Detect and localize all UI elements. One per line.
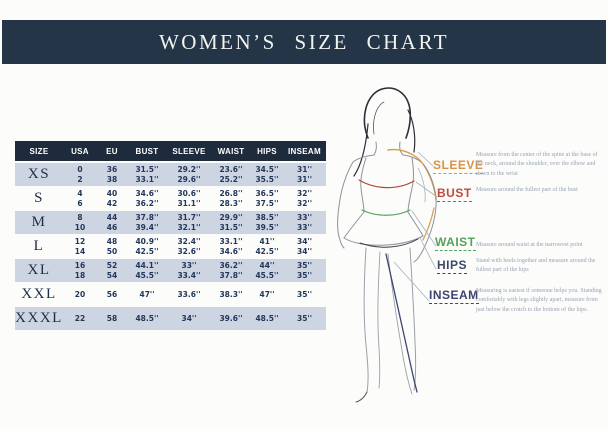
table-cell-inseam: 35'' 35'' <box>296 261 313 280</box>
table-cell-hips: 38.5'' 39.5'' <box>255 213 279 232</box>
table-cell-bust: 34.6'' 36.2'' <box>135 189 159 208</box>
table-cell-waist: 29.9'' 31.5'' <box>219 213 243 232</box>
table-cell-sleeve: 30.6'' 31.1'' <box>177 189 201 208</box>
bust-measure-line <box>359 180 414 188</box>
table-cell-usa: 22 <box>74 313 86 323</box>
size-label: M <box>31 214 47 231</box>
table-cell-eu: 58 <box>106 313 118 323</box>
column-header-sleeve: SLEEVE <box>172 146 206 156</box>
table-cell-usa: 8 10 <box>74 213 86 232</box>
size-label: S <box>34 190 44 207</box>
table-cell-bust: 48.5'' <box>135 313 159 323</box>
page-title: WOMEN’S SIZE CHART <box>158 29 450 54</box>
table-cell-sleeve: 34'' <box>181 313 197 323</box>
waist-measure-line <box>362 210 410 215</box>
title-banner <box>2 20 606 64</box>
table-cell-hips: 34.5'' 35.5'' <box>255 165 279 184</box>
table-cell-usa: 12 14 <box>74 237 86 256</box>
table-cell-usa: 16 18 <box>74 261 86 280</box>
hair-inner-detail <box>373 102 384 134</box>
table-cell-waist: 26.8'' 28.3'' <box>219 189 243 208</box>
table-cell-eu: 44 46 <box>106 213 118 232</box>
table-row <box>15 259 326 282</box>
table-row <box>15 283 326 306</box>
hips-description: Stand with heels together and measure around the fullest part of the hips <box>476 258 596 274</box>
table-cell-inseam: 33'' 33'' <box>296 213 313 232</box>
size-label: XXL <box>21 286 57 303</box>
skirt-left <box>344 212 364 238</box>
table-cell-hips: 41'' 42.5'' <box>255 237 279 256</box>
torso-right-side <box>408 158 414 212</box>
inseam-label: INSEAM <box>429 289 479 304</box>
left-leg-outer <box>364 248 368 392</box>
skirt-hem-shadow <box>360 239 418 247</box>
table-cell-eu: 40 42 <box>106 189 118 208</box>
bust-label: BUST <box>437 187 472 202</box>
inseam-measure-line <box>386 254 417 392</box>
column-header-bust: BUST <box>135 146 159 156</box>
table-row <box>15 211 326 234</box>
size-chart-table <box>15 141 326 331</box>
table-cell-hips: 36.5'' 37.5'' <box>255 189 279 208</box>
neck-left <box>374 142 376 155</box>
table-body <box>15 163 326 330</box>
size-label: XS <box>27 166 51 183</box>
bust-description: Measure around the fullest part of the bust <box>476 187 578 193</box>
size-label: XL <box>27 262 51 279</box>
left-leg-inner <box>378 252 380 388</box>
table-cell-sleeve: 33.6'' <box>177 289 201 299</box>
table-cell-bust: 40.9'' 42.5'' <box>135 237 159 256</box>
torso-left-side <box>361 158 366 212</box>
shoulder-left <box>353 155 374 162</box>
sleeve-label: SLEEVE <box>433 159 483 174</box>
column-header-usa: USA <box>71 146 89 156</box>
column-header-eu: EU <box>106 146 118 156</box>
table-cell-eu: 56 <box>106 289 118 299</box>
table-cell-inseam: 32'' 32'' <box>296 189 313 208</box>
table-cell-sleeve: 32.4'' 32.6'' <box>177 237 201 256</box>
table-cell-waist: 33.1'' 34.6'' <box>219 237 243 256</box>
column-header-inseam: INSEAM <box>288 146 321 156</box>
table-cell-bust: 44.1'' 45.5'' <box>135 261 159 280</box>
table-row <box>15 235 326 258</box>
table-cell-bust: 37.8'' 39.4'' <box>135 213 159 232</box>
inseam-description: Measuring is easiest if someone helps you. Standing comfortably with legs slightly apart, measure from just below the crotch to the bottom of the hips. <box>476 288 602 313</box>
table-cell-inseam: 35'' <box>296 313 313 323</box>
table-cell-bust: 47'' <box>139 289 155 299</box>
table-row <box>15 187 326 210</box>
skirt-hem <box>344 236 423 245</box>
table-cell-waist: 38.3'' <box>219 289 243 299</box>
hips-label: HIPS <box>437 259 467 274</box>
table-cell-eu: 48 50 <box>106 237 118 256</box>
table-header-row <box>15 141 326 161</box>
table-row <box>15 163 326 186</box>
neck-right <box>400 142 403 155</box>
table-row <box>15 307 326 330</box>
table-cell-waist: 23.6'' 25.2'' <box>219 165 243 184</box>
waist-label: WAIST <box>435 236 476 251</box>
table-cell-eu: 36 38 <box>106 165 118 184</box>
shoulder-right <box>403 155 424 165</box>
table-cell-hips: 48.5'' <box>255 313 279 323</box>
table-cell-waist: 36.2'' 37.8'' <box>219 261 243 280</box>
table-cell-sleeve: 29.2'' 29.6'' <box>177 165 201 184</box>
table-cell-waist: 39.6'' <box>219 313 243 323</box>
left-foot <box>356 392 367 402</box>
table-cell-hips: 44'' 45.5'' <box>255 261 279 280</box>
table-cell-sleeve: 33'' 33.4'' <box>177 261 201 280</box>
hair-outline <box>364 88 410 138</box>
table-cell-usa: 0 2 <box>77 165 83 184</box>
size-label: L <box>33 238 45 255</box>
table-cell-inseam: 35'' <box>296 289 313 299</box>
column-header-waist: WAIST <box>217 146 245 156</box>
table-cell-eu: 52 54 <box>106 261 118 280</box>
waist-description: Measure around waist at the narrowest point <box>476 242 583 248</box>
sleeve-description: Measure from the center of the spine at the base of the neck, around the shoulder, over the elbow and down to the wrist <box>476 152 598 177</box>
table-cell-sleeve: 31.7'' 32.1'' <box>177 213 201 232</box>
table-cell-bust: 31.5'' 33.1'' <box>135 165 159 184</box>
table-cell-usa: 4 6 <box>77 189 83 208</box>
sleeve-leader-line <box>418 152 433 166</box>
table-cell-usa: 20 <box>74 289 86 299</box>
left-hand <box>340 240 344 248</box>
right-leg-inner <box>388 254 412 394</box>
size-label: XXXL <box>15 310 63 327</box>
table-cell-hips: 47'' <box>259 289 275 299</box>
right-arm-inner <box>418 168 425 202</box>
column-header-size: SIZE <box>29 146 49 156</box>
column-header-hips: HIPS <box>257 146 277 156</box>
table-cell-inseam: 31'' 31'' <box>296 165 313 184</box>
table-cell-inseam: 34'' 34'' <box>296 237 313 256</box>
